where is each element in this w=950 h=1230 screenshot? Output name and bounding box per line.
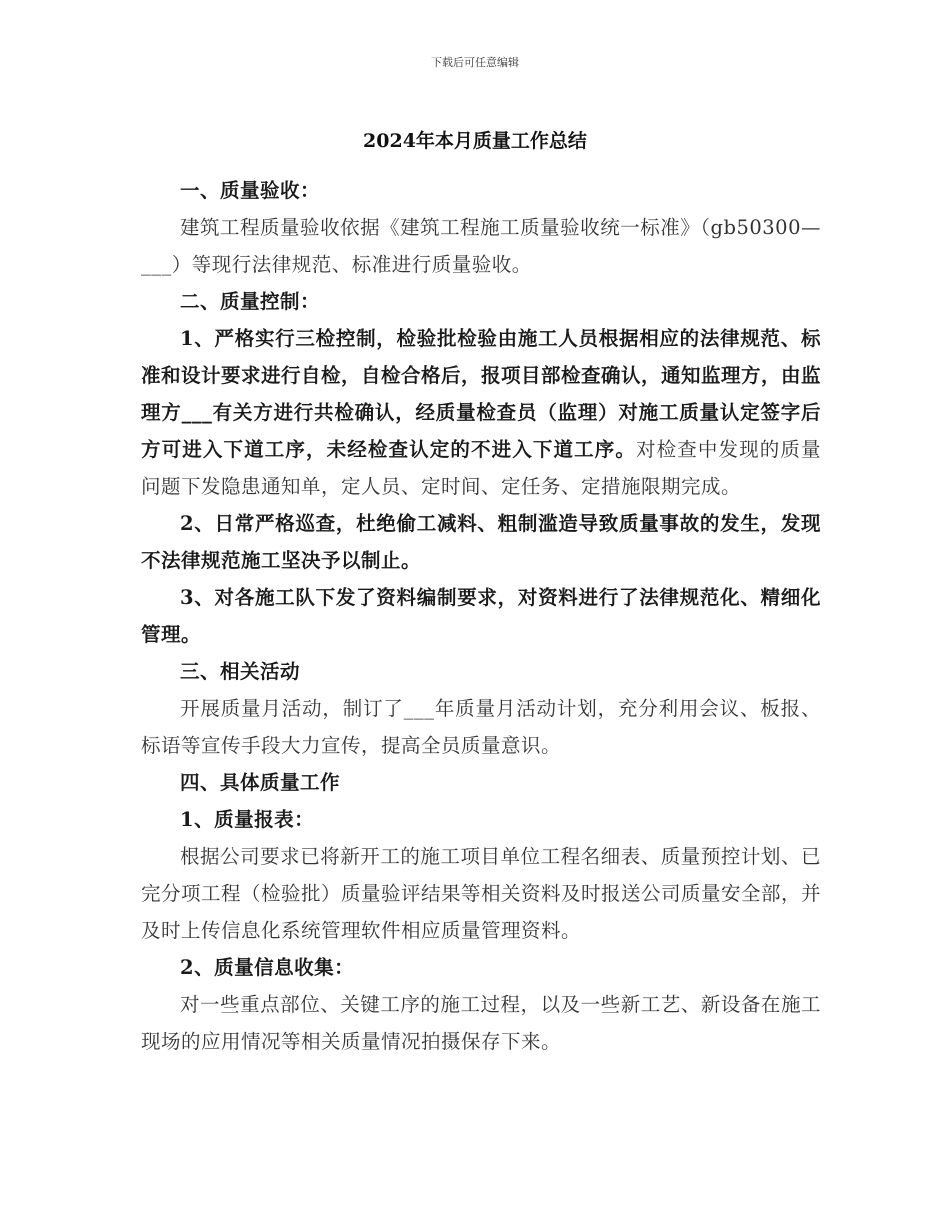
quality-control-item-1-rest: 对检查中发现的质量问题下发隐患通知单，定人员、定时间、定任务、定措施限期完成。: [141, 438, 821, 498]
subsection-body-info-collection: 对一些重点部位、关键工序的施工过程，以及一些新工艺、新设备在施工现场的应用情况等相关质量情况拍摄保存下来。: [141, 993, 821, 1053]
quality-control-item-1-bold: 1、严格实行三检控制，检验批检验由施工人员根据相应的法律规范、标准和设计要求进行自检，自检合格后，报项目部检查确认，通知监理方，由监理方___有关方进行共检确认，经质量检查员（监理）对施工质量认定签字后方可进入下道工序，未经检查认定的不进入下道工序。: [141, 327, 822, 461]
section-heading-quality-acceptance: 一、质量验收：: [180, 179, 321, 202]
section-heading-quality-control: 二、质量控制：: [180, 290, 321, 313]
section-heading-activities: 三、相关活动: [180, 660, 301, 683]
subsection-body-quality-report: 根据公司要求已将新开工的施工项目单位工程名细表、质量预控计划、已完分项工程（检验批）质量验评结果等相关资料及时报送公司质量安全部，并及时上传信息化系统管理软件相应质量管理资料。: [141, 845, 822, 942]
subsection-heading-quality-report: 1、质量报表：: [180, 808, 315, 831]
quality-control-item-2: 2、日常严格巡查，杜绝偷工减料、粗制滥造导致质量事故的发生，发现不法律规范施工坚决予以制止。: [141, 512, 821, 572]
document-body: [141, 172, 821, 1060]
document-title: 2024年本月质量工作总结: [363, 130, 587, 152]
quality-control-item-3: 3、对各施工队下发了资料编制要求，对资料进行了法律规范化、精细化管理。: [141, 586, 821, 646]
section-body-activities: 开展质量月活动，制订了___年质量月活动计划，充分利用会议、板报、标语等宣传手段大力宣传，提高全员质量意识。: [141, 697, 821, 757]
section-body-quality-acceptance: 建筑工程质量验收依据《建筑工程施工质量验收统一标准》（gb50300—___）等现行法律规范、标准进行质量验收。: [141, 216, 821, 276]
page-header-note: 下载后可任意编辑: [431, 56, 519, 69]
subsection-heading-info-collection: 2、质量信息收集：: [180, 956, 355, 979]
quality-control-item-1: [141, 320, 821, 505]
section-heading-specific-work: 四、具体质量工作: [180, 771, 341, 794]
